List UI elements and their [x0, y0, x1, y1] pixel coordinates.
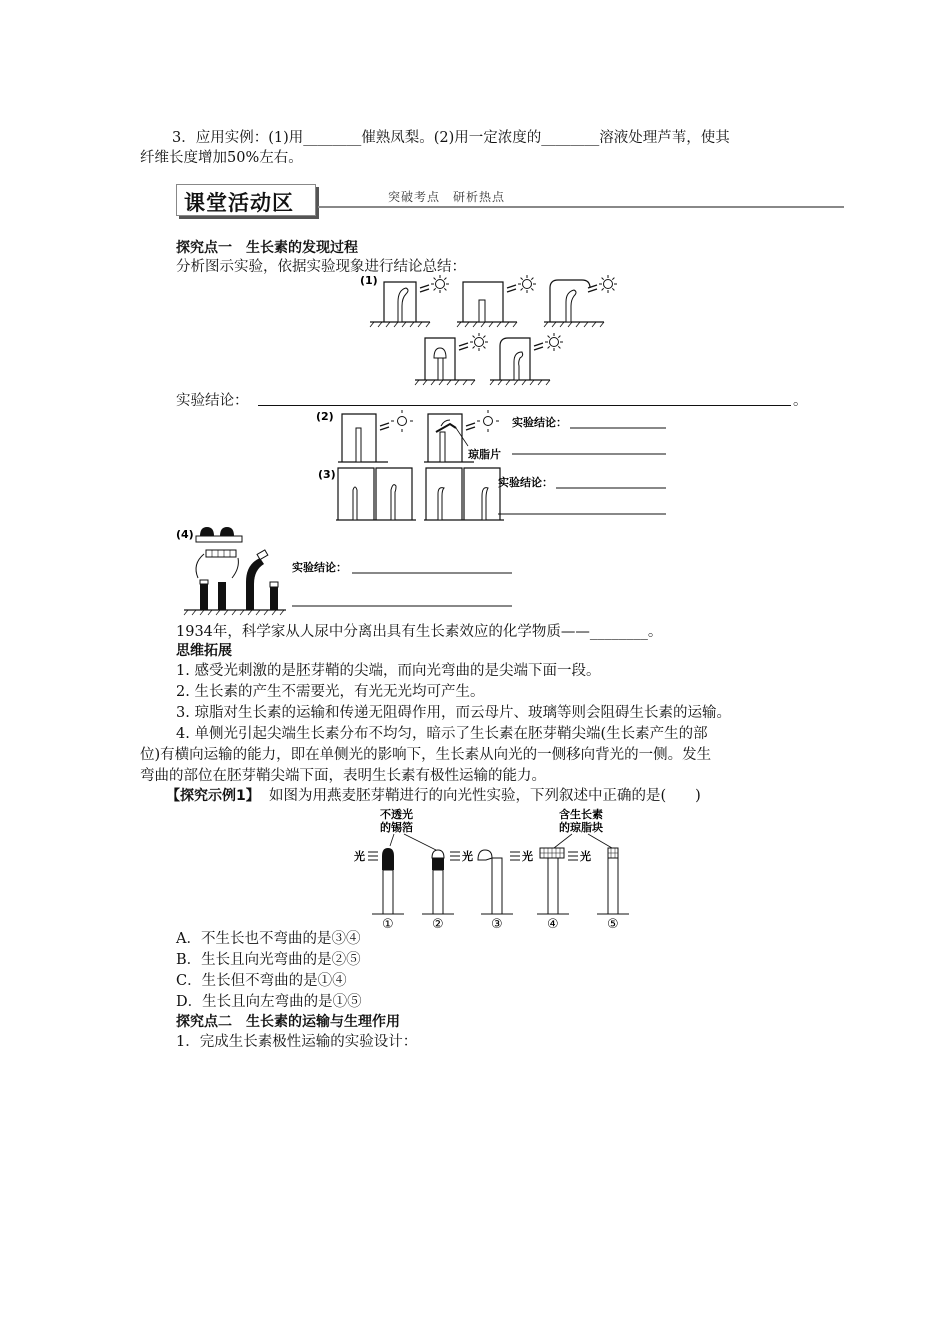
banner-title: 课堂活动区	[184, 191, 294, 215]
example1-figure	[352, 804, 642, 930]
figure-experiments-2-3	[316, 406, 676, 526]
example1-question: 如图为用燕麦胚芽鞘进行的向光性实验，下列叙述中正确的是( )	[268, 788, 701, 804]
point2-item-1: 1．完成生长素极性运输的实验设计：	[176, 1034, 418, 1050]
fig-number-2: ②	[432, 917, 444, 932]
seedling-2	[432, 849, 473, 914]
point1-instruction: 分析图示实验，依据实验现象进行结论总结：	[176, 259, 466, 275]
history-line: 1934年，科学家从人尿中分离出具有生长素效应的化学物质——________。	[176, 624, 663, 640]
option-c[interactable]: C．生长但不弯曲的是①④	[176, 973, 347, 989]
exp1-box-2	[457, 275, 536, 327]
fig-number-1: ①	[382, 917, 394, 932]
thinking-item-4-line-2: 位)有横向运输的能力，即在单侧光的影响下，生长素从向光的一侧移向背光的一侧。发生	[140, 747, 712, 763]
exp1-label: (1)	[360, 274, 378, 287]
exp4-conclusion-label: 实验结论：	[292, 561, 347, 574]
intro-line-2: 纤维长度增加50%左右。	[140, 150, 303, 166]
svg-text:光: 光	[580, 850, 591, 863]
banner-divider	[318, 206, 844, 208]
example1-line	[166, 786, 701, 806]
thinking-item-2: 2. 生长素的产生不需要光，有光无光均可产生。	[176, 684, 485, 700]
option-a[interactable]: A．不生长也不弯曲的是③④	[176, 931, 361, 947]
foil-label-2: 的锡箔	[380, 821, 413, 834]
option-d[interactable]: D．生长且向左弯曲的是①⑤	[176, 994, 362, 1010]
exp1-box-5	[490, 333, 563, 385]
seedling-3	[478, 849, 533, 914]
seedling-5	[608, 848, 618, 914]
exp4-tips	[196, 527, 242, 542]
fig-number-4: ④	[547, 917, 559, 932]
exp2-label: (2)	[316, 410, 334, 423]
agar-label: 琼脂片	[468, 448, 501, 461]
thinking-heading: 思维拓展	[176, 643, 232, 659]
exp2-box-1	[338, 410, 413, 462]
section-banner	[176, 184, 844, 216]
figure-experiment-1	[360, 272, 630, 387]
exp4-label: (4)	[176, 528, 194, 541]
point1-conclusion-end: 。	[793, 393, 808, 409]
exp3-conclusion-label: 实验结论：	[498, 476, 553, 489]
banner-subtitle: 突破考点 研析热点	[388, 190, 506, 204]
point1-conclusion-label: 实验结论：	[176, 393, 249, 409]
exp3-box-group-1	[336, 468, 416, 520]
option-b[interactable]: B．生长且向光弯曲的是②⑤	[176, 952, 361, 968]
figure-experiment-4	[176, 524, 516, 616]
thinking-item-1: 1. 感受光刺激的是胚芽鞘的尖端，而向光弯曲的是尖端下面一段。	[176, 663, 601, 679]
exp3-label: (3)	[318, 468, 336, 481]
fig-number-3: ③	[491, 917, 503, 932]
svg-text:光: 光	[522, 850, 533, 863]
exp2-box-2	[424, 410, 501, 462]
foil-label-1: 不透光	[380, 808, 413, 821]
exp2-conclusion-label: 实验结论：	[512, 416, 567, 429]
intro-line-1: 3．应用实例：(1)用________催熟凤梨。(2)用一定浓度的________溶液处理芦苇，使其	[172, 130, 730, 146]
exp1-box-4	[415, 333, 488, 385]
thinking-item-4-line-1: 4. 单侧光引起尖端生长素分布不均匀，暗示了生长素在胚芽鞘尖端(生长素产生的部	[176, 726, 708, 742]
point2-heading: 探究点二 生长素的运输与生理作用	[176, 1014, 400, 1030]
exp1-box-1	[370, 275, 449, 327]
thinking-item-4-line-3: 弯曲的部位在胚芽鞘尖端下面，表明生长素有极性运输的能力。	[140, 768, 546, 784]
thinking-item-3: 3. 琼脂对生长素的运输和传递无阻碍作用，而云母片、玻璃等则会阻碍生长素的运输。	[176, 705, 731, 721]
example1-tag: 【探究示例1】	[166, 788, 260, 804]
exp4-agar-block	[206, 550, 236, 557]
agar-block-label-2: 的琼脂块	[559, 821, 603, 834]
seedling-4	[540, 848, 591, 914]
svg-text:光: 光	[462, 850, 473, 863]
seedling-1	[354, 848, 394, 914]
fig-number-5: ⑤	[607, 917, 619, 932]
exp1-box-3	[544, 275, 617, 327]
exp3-box-group-2	[424, 468, 504, 520]
point1-heading: 探究点一 生长素的发现过程	[176, 240, 358, 256]
agar-block-label-1: 含生长素	[559, 808, 603, 821]
svg-text:光: 光	[354, 850, 365, 863]
exp4-seedlings	[200, 550, 278, 610]
